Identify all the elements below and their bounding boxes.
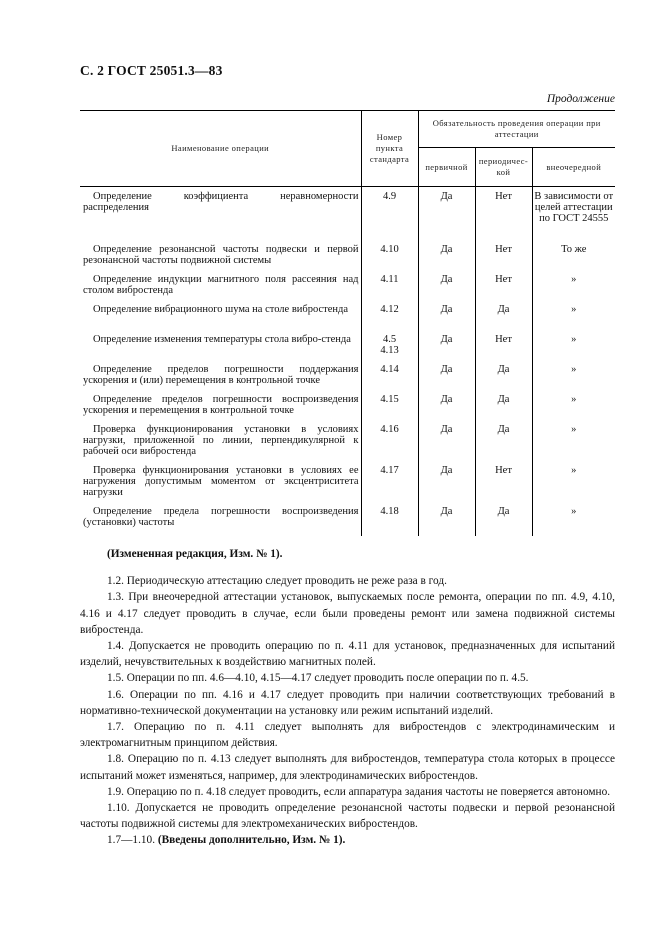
header-obligation: Обязательность проведения операции при аттестации [418, 111, 615, 148]
primary-value: Да [418, 465, 475, 506]
amendment-note: (Измененная редакция, Изм. № 1). [107, 548, 283, 560]
periodic-value: Нет [475, 465, 532, 506]
extraordinary-value: » [532, 364, 615, 394]
paragraph-1-8: 1.8. Операцию по п. 4.13 следует выполнять для вибростендов, температура стола которых в процессе испытаний может изменяться, например, для электродинамических вибростендов. [80, 753, 615, 782]
paragraph-1-7: 1.7. Операцию по п. 4.11 следует выполнять для вибростендов с электродинамическим и электромагнитным принципом действия. [80, 721, 615, 750]
periodic-value: Нет [475, 334, 532, 364]
operation-name: Определение пределов погрешности поддержания ускорения и (или) перемещения в контрольной точке [83, 364, 359, 387]
item-number: 4.10 [361, 244, 418, 274]
extraordinary-value: » [532, 304, 615, 334]
extraordinary-value: » [532, 465, 615, 506]
table-row [80, 394, 615, 424]
paragraph-1-5: 1.5. Операции по пп. 4.6—4.10, 4.15—4.17 следует проводить после операции по п. 4.5. [107, 672, 529, 685]
table-row [80, 424, 615, 465]
periodic-value: Да [475, 304, 532, 334]
header-item-number: Номер пункта стандарта [361, 111, 418, 187]
extraordinary-value: » [532, 394, 615, 424]
table-row [80, 334, 615, 364]
primary-value: Да [418, 187, 475, 245]
operation-name: Проверка функционирования установки в условиях ее нагружения допустимым моментом от эксцентриситета нагрузки [83, 465, 359, 499]
table-row [80, 274, 615, 304]
operation-name: Определение индукции магнитного поля рассеяния над столом вибростенда [83, 274, 359, 297]
operation-name: Определение резонансной частоты подвески и первой резонансной частоты подвижной системы [83, 244, 359, 267]
item-number: 4.17 [361, 465, 418, 506]
table-row [80, 187, 615, 245]
body-text [80, 546, 615, 849]
primary-value: Да [418, 424, 475, 465]
periodic-value: Нет [475, 274, 532, 304]
item-number: 4.5 4.13 [361, 334, 418, 364]
paragraph-1-3: 1.3. При внеочередной аттестации установок, выпускаемых после ремонта, операции по пп. 4.9, 4.10, 4.16 и 4.17 следует проводить в случае, если были проведены ремонт или замена подвижной системы вибростенда. [80, 591, 615, 636]
primary-value: Да [418, 394, 475, 424]
paragraph-1-4: 1.4. Допускается не проводить операцию по п. 4.11 для установок, предназначенных для испытаний изделий, нечувствительных к воздействию магнитных полей. [80, 640, 615, 669]
operation-name: Проверка функционирования установки в условиях нагрузки, приложенной по линии, перпендикулярной к рабочей оси вибростенда [83, 424, 359, 458]
paragraph-1-9: 1.9. Операцию по п. 4.18 следует проводить, если аппаратура задания частоты не поверяется автономно. [107, 785, 611, 798]
item-number: 4.14 [361, 364, 418, 394]
item-number: 4.16 [361, 424, 418, 465]
periodic-value: Да [475, 424, 532, 465]
primary-value: Да [418, 274, 475, 304]
periodic-value: Нет [475, 244, 532, 274]
periodic-value: Нет [475, 187, 532, 245]
operations-table [80, 110, 615, 536]
table-row [80, 364, 615, 394]
item-number: 4.12 [361, 304, 418, 334]
extraordinary-value: » [532, 424, 615, 465]
final-note [80, 832, 615, 848]
table-row [80, 304, 615, 334]
operation-name: Определение пределов погрешности воспроизведения ускорения и перемещения в контрольной точке [83, 394, 359, 417]
continuation-label: Продолжение [546, 93, 615, 105]
operation-name: Определение изменения температуры стола вибро-стенда [93, 334, 351, 345]
extraordinary-value: » [532, 274, 615, 304]
table-row [80, 244, 615, 274]
final-note-range: 1.7—1.10. [107, 834, 156, 847]
item-number: 4.15 [361, 394, 418, 424]
header-primary: первичной [418, 148, 475, 187]
periodic-value: Да [475, 394, 532, 424]
table-row [80, 506, 615, 536]
periodic-value: Да [475, 506, 532, 536]
header-periodic: периодичес-кой [475, 148, 532, 187]
page-header: С. 2 ГОСТ 25051.3—83 [80, 63, 223, 78]
paragraph-1-2: 1.2. Периодическую аттестацию следует проводить не реже раза в год. [107, 575, 447, 588]
header-extraordinary: внеочередной [532, 148, 615, 187]
extraordinary-value: В зависимости от целей аттестации по ГОСТ 24555 [532, 187, 615, 245]
operation-name: Определение предела погрешности воспроизведения (установки) частоты [83, 506, 359, 529]
table-row [80, 465, 615, 506]
header-operation-name: Наименование операции [80, 111, 361, 187]
primary-value: Да [418, 304, 475, 334]
item-number: 4.11 [361, 274, 418, 304]
operation-name: Определение вибрационного шума на столе вибростенда [93, 304, 349, 315]
operation-name: Определение коэффициента неравномерности распределения [83, 191, 359, 214]
extraordinary-value: » [532, 506, 615, 536]
extraordinary-value: То же [532, 244, 615, 274]
extraordinary-value: » [532, 334, 615, 364]
primary-value: Да [418, 364, 475, 394]
item-number: 4.18 [361, 506, 418, 536]
paragraph-1-6: 1.6. Операции по пп. 4.16 и 4.17 следует проводить при наличии соответствующих требований в нормативно-технической документации на установку или режим испытаний изделий. [80, 688, 615, 717]
primary-value: Да [418, 244, 475, 274]
primary-value: Да [418, 506, 475, 536]
periodic-value: Да [475, 364, 532, 394]
final-note-bold: (Введены дополнительно, Изм. № 1). [157, 834, 346, 847]
primary-value: Да [418, 334, 475, 364]
paragraph-1-10: 1.10. Допускается не проводить определение резонансной частоты подвески и первой резонансной частоты подвижной системы для электромеханических вибростендов. [80, 802, 615, 831]
item-number: 4.9 [361, 187, 418, 245]
